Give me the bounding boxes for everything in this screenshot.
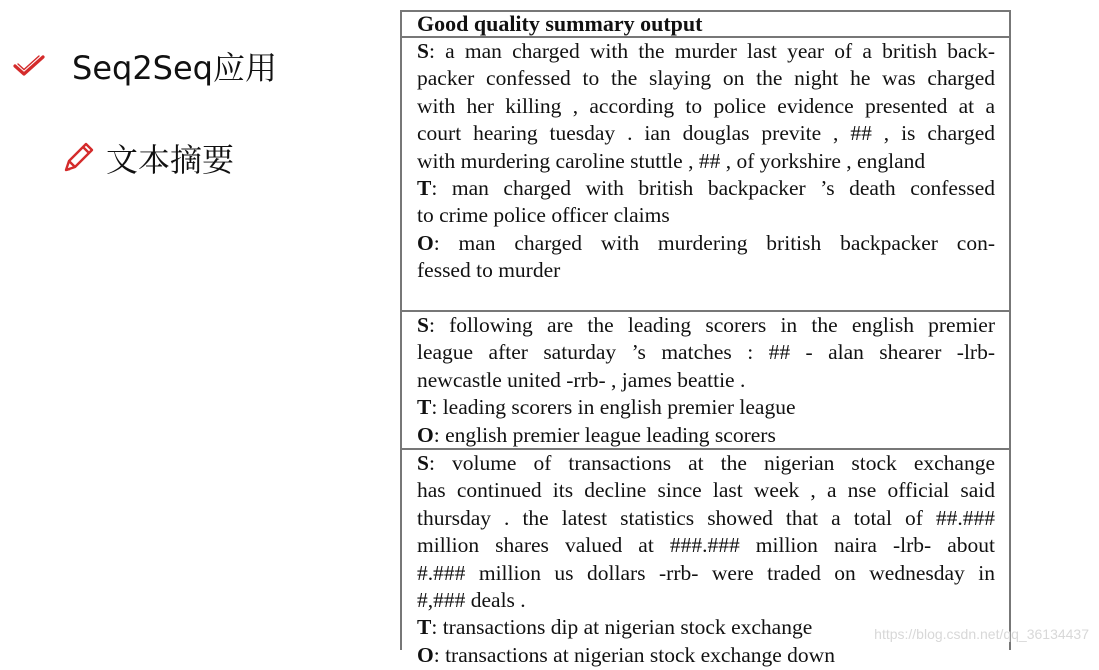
text-line <box>417 312 995 339</box>
line-tag: T <box>417 615 432 640</box>
line-tag: S <box>417 313 429 337</box>
subheading-bullet <box>60 136 234 180</box>
watermark: https://blog.csdn.net/qq_36134437 <box>874 626 1089 642</box>
line-tag: O <box>417 642 434 667</box>
text-line <box>417 148 995 175</box>
line-text: #.### million us dollars -rrb- were traded on wednesday in <box>417 560 995 585</box>
text-line <box>417 505 995 532</box>
line-text: : volume of transactions at the nigerian stock exchange <box>428 451 995 475</box>
line-text: : transactions at nigerian stock exchange down <box>433 642 835 667</box>
text-line <box>417 450 995 477</box>
line-text: thursday . the latest statistics showed that a total of ##.### <box>417 505 995 530</box>
example-block <box>402 38 1009 312</box>
line-text: with her killing , according to police evidence presented at a <box>417 93 995 118</box>
text-line <box>417 257 995 284</box>
line-text: : man charged with british backpacker ’s death confessed <box>431 175 995 200</box>
text-line <box>417 642 995 669</box>
line-tag: S <box>417 39 429 63</box>
slide-heading: Seq2Seq应用 <box>72 49 277 87</box>
text-line <box>417 587 995 614</box>
text-line <box>417 38 995 65</box>
text-line <box>417 394 995 421</box>
line-text: newcastle united -rrb- , james beattie . <box>417 367 746 392</box>
text-line <box>417 422 995 449</box>
text-line <box>417 230 995 257</box>
line-text: million shares valued at ###.### million naira -lrb- about <box>417 533 995 558</box>
text-line <box>417 202 995 229</box>
text-line <box>417 175 995 202</box>
line-text: : english premier league leading scorers <box>433 422 776 447</box>
text-line <box>417 93 995 120</box>
slide-subheading: 文本摘要 <box>106 141 235 179</box>
text-line <box>417 339 995 366</box>
line-tag: T <box>417 175 432 200</box>
line-text: packer confessed to the slaying on the night he was charged <box>417 66 995 91</box>
example-block <box>402 312 1009 450</box>
line-tag: T <box>417 395 432 420</box>
line-text: fessed to murder <box>417 258 561 283</box>
text-line <box>417 532 995 559</box>
line-tag: O <box>417 230 434 255</box>
line-text: with murdering caroline stuttle , ## , of yorkshire , england <box>417 148 926 173</box>
text-line <box>417 120 995 147</box>
line-text: #,### deals . <box>417 587 526 612</box>
line-text: : a man charged with the murder last year of a british back- <box>428 39 995 63</box>
line-text: court hearing tuesday . ian douglas previte , ## , is charged <box>417 121 995 146</box>
line-text: to crime police officer claims <box>417 203 670 228</box>
text-line <box>417 367 995 394</box>
line-text: : transactions dip at nigerian stock exchange <box>431 615 813 640</box>
text-line <box>417 560 995 587</box>
summary-table <box>400 10 1011 667</box>
line-tag: S <box>417 451 429 475</box>
line-text: : man charged with murdering british backpacker con- <box>433 230 995 255</box>
line-text: : leading scorers in english premier league <box>431 395 796 420</box>
text-line <box>417 477 995 504</box>
check-icon <box>12 53 46 79</box>
pencil-icon <box>60 140 96 176</box>
line-tag: O <box>417 422 434 447</box>
line-text: has continued its decline since last week , a nse official said <box>417 478 995 503</box>
text-line <box>417 65 995 92</box>
table-header: Good quality summary output <box>402 12 1009 38</box>
heading-bullet <box>12 44 277 88</box>
line-text: league after saturday ’s matches : ## - alan shearer -lrb- <box>417 340 995 365</box>
line-text: : following are the leading scorers in the english premier <box>428 313 995 337</box>
